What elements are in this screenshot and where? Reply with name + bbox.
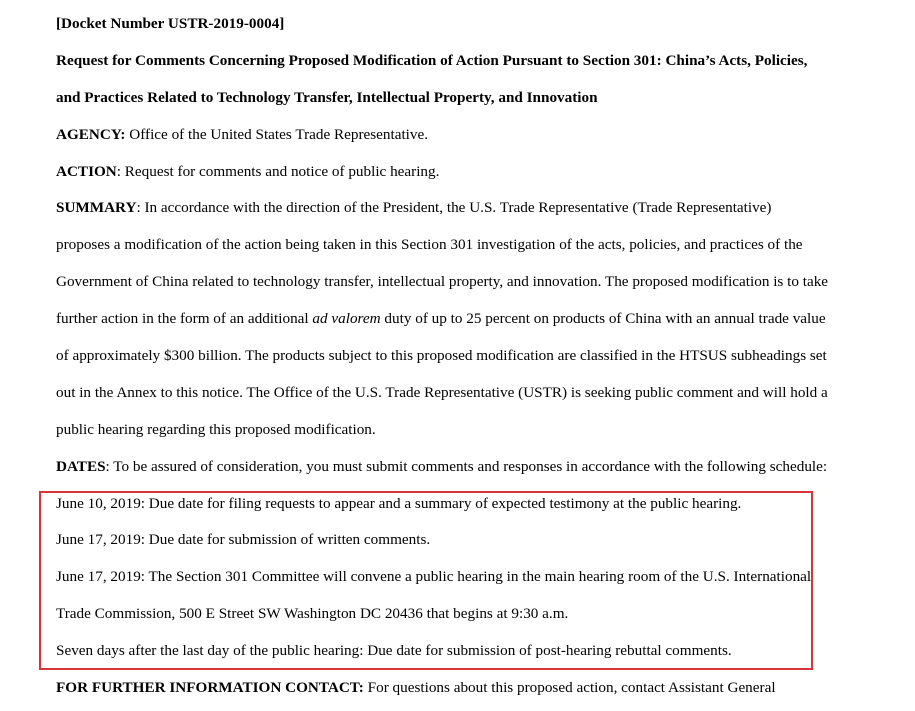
notice-title-line-1: Request for Comments Concerning Proposed Modification of Action Pursuant to Section 301: China’s Acts, Policies, bbox=[56, 51, 808, 69]
summary-line-4-post: duty of up to 25 percent on products of China with an annual trade value bbox=[380, 310, 826, 328]
action-text: : Request for comments and notice of public hearing. bbox=[116, 162, 440, 180]
contact-text: For questions about this proposed action, contact Assistant General bbox=[363, 679, 776, 697]
schedule-item: June 17, 2019: Due date for submission of written comments. bbox=[56, 531, 431, 549]
summary-line-3: Government of China related to technology transfer, intellectual property, and innovation. The proposed modification is to take bbox=[56, 273, 829, 291]
action-label: ACTION bbox=[56, 162, 117, 180]
summary-text-1: : In accordance with the direction of the President, the U.S. Trade Representative (Trade Representative) bbox=[136, 199, 772, 217]
summary-line-4-pre: further action in the form of an additional bbox=[56, 310, 313, 328]
schedule-item: June 17, 2019: The Section 301 Committee will convene a public hearing in the main hearing room of the U.S. International bbox=[56, 568, 812, 586]
summary-label: SUMMARY bbox=[56, 199, 137, 217]
ad-valorem-term: ad valorem bbox=[312, 310, 381, 328]
agency-label: AGENCY: bbox=[56, 125, 126, 143]
dates-text: : To be assured of consideration, you must submit comments and responses in accordance with the following schedule: bbox=[105, 457, 828, 475]
summary-line-4 bbox=[56, 301, 901, 338]
schedule-item: June 10, 2019: Due date for filing requests to appear and a summary of expected testimony at the public hearing. bbox=[56, 494, 742, 512]
summary-line-7: public hearing regarding this proposed modification. bbox=[56, 420, 376, 438]
summary-line-1 bbox=[56, 190, 901, 227]
agency-line bbox=[56, 117, 901, 154]
action-line bbox=[56, 154, 901, 191]
summary-line-5: of approximately $300 billion. The products subject to this proposed modification are classified in the HTSUS subheadings set bbox=[56, 347, 827, 365]
summary-line-2: proposes a modification of the action being taken in this Section 301 investigation of the acts, policies, and practices of the bbox=[56, 236, 803, 254]
contact-line bbox=[56, 670, 901, 707]
docket-number: [Docket Number USTR-2019-0004] bbox=[56, 15, 285, 32]
summary-line-6: out in the Annex to this notice. The Office of the U.S. Trade Representative (USTR) is seeking public comment and will hold a bbox=[56, 383, 828, 401]
schedule-item: Seven days after the last day of the public hearing: Due date for submission of post-hearing rebuttal comments. bbox=[56, 642, 732, 660]
schedule-item: Trade Commission, 500 E Street SW Washington DC 20436 that begins at 9:30 a.m. bbox=[56, 605, 569, 623]
dates-line bbox=[56, 449, 901, 486]
notice-title-line-2: and Practices Related to Technology Transfer, Intellectual Property, and Innovation bbox=[56, 88, 598, 106]
agency-text: Office of the United States Trade Representative. bbox=[125, 125, 429, 143]
dates-label: DATES bbox=[56, 457, 106, 475]
contact-label: FOR FURTHER INFORMATION CONTACT: bbox=[56, 679, 364, 697]
document-body bbox=[56, 6, 901, 707]
